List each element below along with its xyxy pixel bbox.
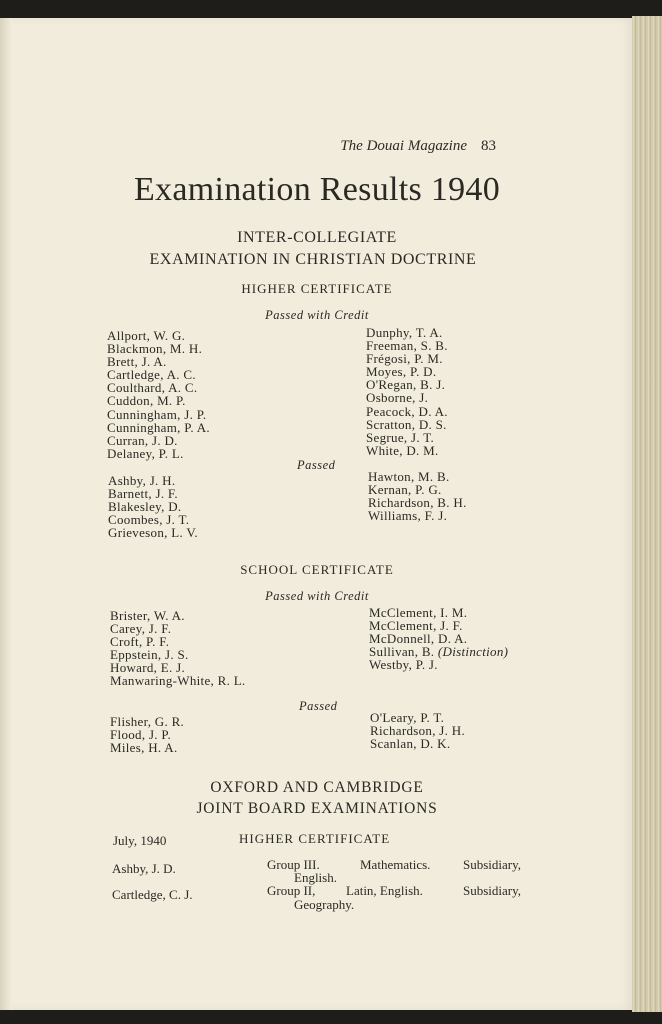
page-edges [632, 16, 662, 1012]
list-item: Miles, H. A. [110, 740, 178, 756]
school-passed-label: Passed [299, 699, 338, 713]
list-item: Croft, P. F. [110, 634, 170, 650]
list-item: Richardson, J. H. [370, 723, 466, 739]
running-header [340, 138, 496, 155]
page-number: 83 [481, 138, 496, 154]
result-subjects: Mathematics. [360, 857, 431, 872]
page-title: Examination Results 1940 [133, 171, 501, 208]
list-item: Richardson, B. H. [368, 495, 467, 511]
list-item: Scratton, D. S. [366, 416, 447, 432]
list-item: Cuddon, M. P. [107, 393, 186, 409]
list-item: Cunningham, P. A. [107, 419, 210, 435]
list-item: O'Regan, B. J. [366, 377, 446, 393]
school-credit-left-list [110, 609, 245, 688]
list-item: Cunningham, J. P. [107, 406, 207, 422]
list-item: Scanlan, D. K. [370, 736, 451, 752]
list-item: Barnett, J. F. [108, 486, 178, 502]
list-item: McClement, I. M. [369, 605, 468, 620]
result-name: Cartledge, C. J. [112, 887, 193, 902]
list-item: Freeman, S. B. [366, 338, 448, 354]
list-item: Carey, J. F. [110, 621, 172, 637]
result-subsidiary: Subsidiary, [463, 857, 522, 872]
list-item: Flood, J. P. [110, 727, 172, 743]
inter-passed-right-list [368, 470, 467, 522]
list-item: Cartledge, A. C. [107, 367, 196, 383]
list-item: Hawton, M. B. [368, 469, 450, 484]
book-gutter [0, 18, 12, 1010]
oxford-date: July, 1940 [113, 833, 167, 848]
list-item: Allport, W. G. [107, 328, 186, 343]
list-item: Coombes, J. T. [108, 512, 190, 528]
list-item: Westby, P. J. [369, 657, 438, 673]
school-certificate-heading: SCHOOL CERTIFICATE [240, 562, 394, 577]
result-subsidiary: Subsidiary, [463, 883, 522, 898]
inter-passed-left-list [108, 474, 198, 539]
list-item: White, D. M. [366, 442, 439, 458]
inter-higher-certificate: HIGHER CERTIFICATE [241, 281, 393, 296]
list-item: Brister, W. A. [110, 608, 185, 623]
result-group: Group II, [267, 883, 316, 898]
book-page [0, 18, 634, 1010]
inter-credit-label: Passed with Credit [265, 308, 369, 322]
school-passed-right-list [370, 711, 465, 750]
result-continuation: English. [294, 870, 337, 885]
result-name: Ashby, J. D. [112, 861, 176, 876]
school-credit-label: Passed with Credit [265, 589, 369, 603]
list-item: Curran, J. D. [107, 432, 178, 448]
list-item: Flisher, G. R. [110, 714, 185, 729]
school-credit-right-list [369, 606, 508, 671]
list-item: Segrue, J. T. [366, 429, 435, 445]
list-item: Kernan, P. G. [368, 482, 442, 498]
list-item: Howard, E. J. [110, 660, 186, 676]
distinction-name: Sullivan, B. [369, 644, 435, 660]
list-item: Dunphy, T. A. [366, 325, 443, 340]
list-item: Manwaring-White, R. L. [110, 673, 246, 689]
list-item: Frégosi, P. M. [366, 351, 443, 367]
list-item: Osborne, J. [366, 390, 429, 406]
inter-heading-1: INTER-COLLEGIATE [237, 229, 397, 246]
magazine-title: The Douai Magazine [340, 138, 467, 154]
result-subjects: Latin, English. [346, 883, 423, 898]
list-item: Grieveson, L. V. [108, 525, 198, 541]
inter-passed-label: Passed [297, 458, 336, 472]
list-item: Eppstein, J. S. [110, 647, 189, 663]
oxford-higher-certificate: HIGHER CERTIFICATE [239, 831, 391, 846]
oxford-heading-2: JOINT BOARD EXAMINATIONS [196, 800, 438, 817]
result-continuation: Geography. [294, 897, 355, 912]
list-item: McClement, J. F. [369, 618, 463, 634]
list-item: Moyes, P. D. [366, 364, 437, 380]
list-item: Peacock, D. A. [366, 403, 448, 419]
inter-credit-left-list [107, 329, 210, 460]
inter-credit-right-list [366, 326, 448, 457]
school-passed-left-list [110, 715, 184, 754]
list-item: Blackmon, M. H. [107, 341, 203, 357]
list-item: O'Leary, P. T. [370, 710, 445, 725]
list-item: Coulthard, A. C. [107, 380, 198, 396]
inter-heading-2: EXAMINATION IN CHRISTIAN DOCTRINE [149, 251, 477, 268]
list-item: McDonnell, D. A. [369, 631, 468, 647]
list-item: Blakesley, D. [108, 499, 182, 515]
distinction-note: (Distinction) [437, 644, 509, 660]
list-item: Brett, J. A. [107, 354, 167, 370]
oxford-heading-1: OXFORD AND CAMBRIDGE [210, 779, 424, 796]
list-item: Ashby, J. H. [108, 473, 176, 488]
list-item: Williams, F. J. [368, 508, 448, 524]
result-group: Group III. [267, 857, 320, 872]
list-item: Delaney, P. L. [107, 445, 184, 461]
